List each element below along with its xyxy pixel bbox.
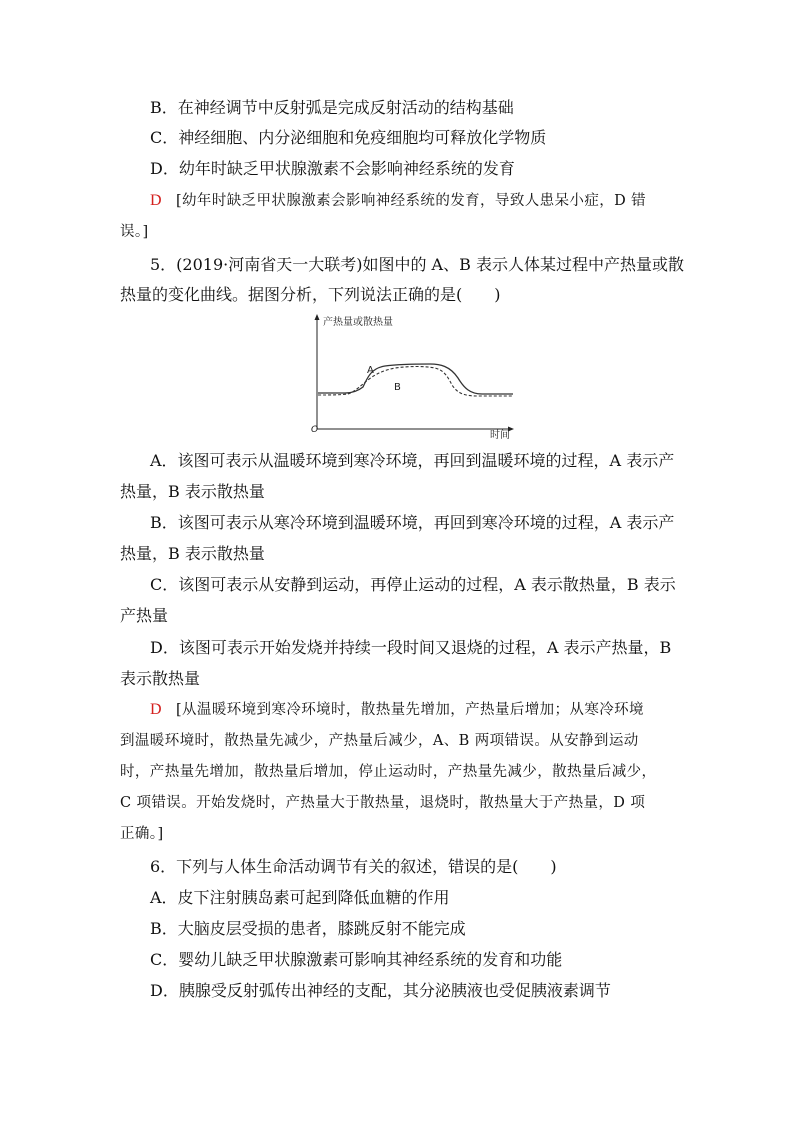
q5-explanation-line-3: 时，产热量先增加，散热量后增加，停止运动时，产热量先减少，散热量后减少， (120, 764, 657, 780)
q5-option-b-line-2: 热量，B 表示散热量 (120, 544, 265, 563)
chart-origin-label: O (311, 425, 319, 435)
q5-option-d-line-1: D．该图可表示开始发烧并持续一段时间又退烧的过程，A 表示产热量，B (150, 638, 672, 657)
q5-option-c-line-1: C．该图可表示从安静到运动，再停止运动的过程，A 表示散热量，B 表示 (150, 575, 676, 594)
chart-y-arrow (315, 314, 320, 320)
q5-stem-line-2: 热量的变化曲线。据图分析，下列说法正确的是( ) (120, 285, 501, 304)
q5-answer: D (150, 701, 162, 718)
prev-answer: D (150, 192, 162, 209)
chart-x-label: 时间 (490, 430, 510, 441)
chart-label-b: B (394, 382, 401, 393)
prev-option-c: C．神经细胞、内分泌细胞和免疫细胞均可释放化学物质 (150, 128, 547, 147)
q5-explanation-line-5: 正确。] (120, 826, 164, 842)
curve-b (318, 367, 513, 397)
curve-a (318, 364, 513, 394)
q5-option-c-line-2: 产热量 (120, 606, 169, 625)
prev-explanation-line-2: 误。] (120, 224, 149, 240)
q6-stem: 6．下列与人体生命活动调节有关的叙述，错误的是( ) (150, 857, 557, 876)
q6-option-a: A．皮下注射胰岛素可起到降低血糖的作用 (150, 888, 450, 907)
prev-explanation-line-1: D [幼年时缺乏甲状腺激素会影响神经系统的发育，导致人患呆小症，D 错 (150, 192, 647, 209)
q6-option-d: D．胰腺受反射弧传出神经的支配，其分泌胰液也受促胰液素调节 (150, 981, 611, 1000)
q5-stem-line-1: 5．(2019·河南省天一大联考)如图中的 A、B 表示人体某过程中产热量或散 (150, 255, 684, 274)
q5-explanation-line-2: 到温暖环境时，散热量先减少，产热量后减少，A、B 两项错误。从安静到运动 (120, 733, 639, 749)
q5-option-d-line-2: 表示散热量 (120, 669, 201, 688)
prev-option-d: D．幼年时缺乏甲状腺激素不会影响神经系统的发育 (150, 159, 515, 178)
q6-option-c: C．婴幼儿缺乏甲状腺激素可影响其神经系统的发育和功能 (150, 950, 563, 969)
prev-option-b: B．在神经调节中反射弧是完成反射活动的结构基础 (150, 98, 514, 117)
chart-label-a: A (367, 365, 374, 376)
q6-option-b: B．大脑皮层受损的患者，膝跳反射不能完成 (150, 919, 466, 938)
chart-y-label: 产热量或散热量 (323, 317, 393, 328)
q5-explanation-line-4: C 项错误。开始发烧时，产热量大于散热量，退烧时，散热量大于产热量，D 项 (120, 795, 646, 811)
q5-option-a-line-1: A．该图可表示从温暖环境到寒冷环境，再回到温暖环境的过程，A 表示产 (150, 451, 675, 470)
q5-option-b-line-1: B．该图可表示从寒冷环境到温暖环境，再回到寒冷环境的过程，A 表示产 (150, 513, 675, 532)
q5-explanation-line-1: D [从温暖环境到寒冷环境时，散热量先增加，产热量后增加；从寒冷环境 (150, 701, 644, 718)
q5-option-a-line-2: 热量，B 表示散热量 (120, 482, 265, 501)
q5-chart (300, 312, 525, 442)
